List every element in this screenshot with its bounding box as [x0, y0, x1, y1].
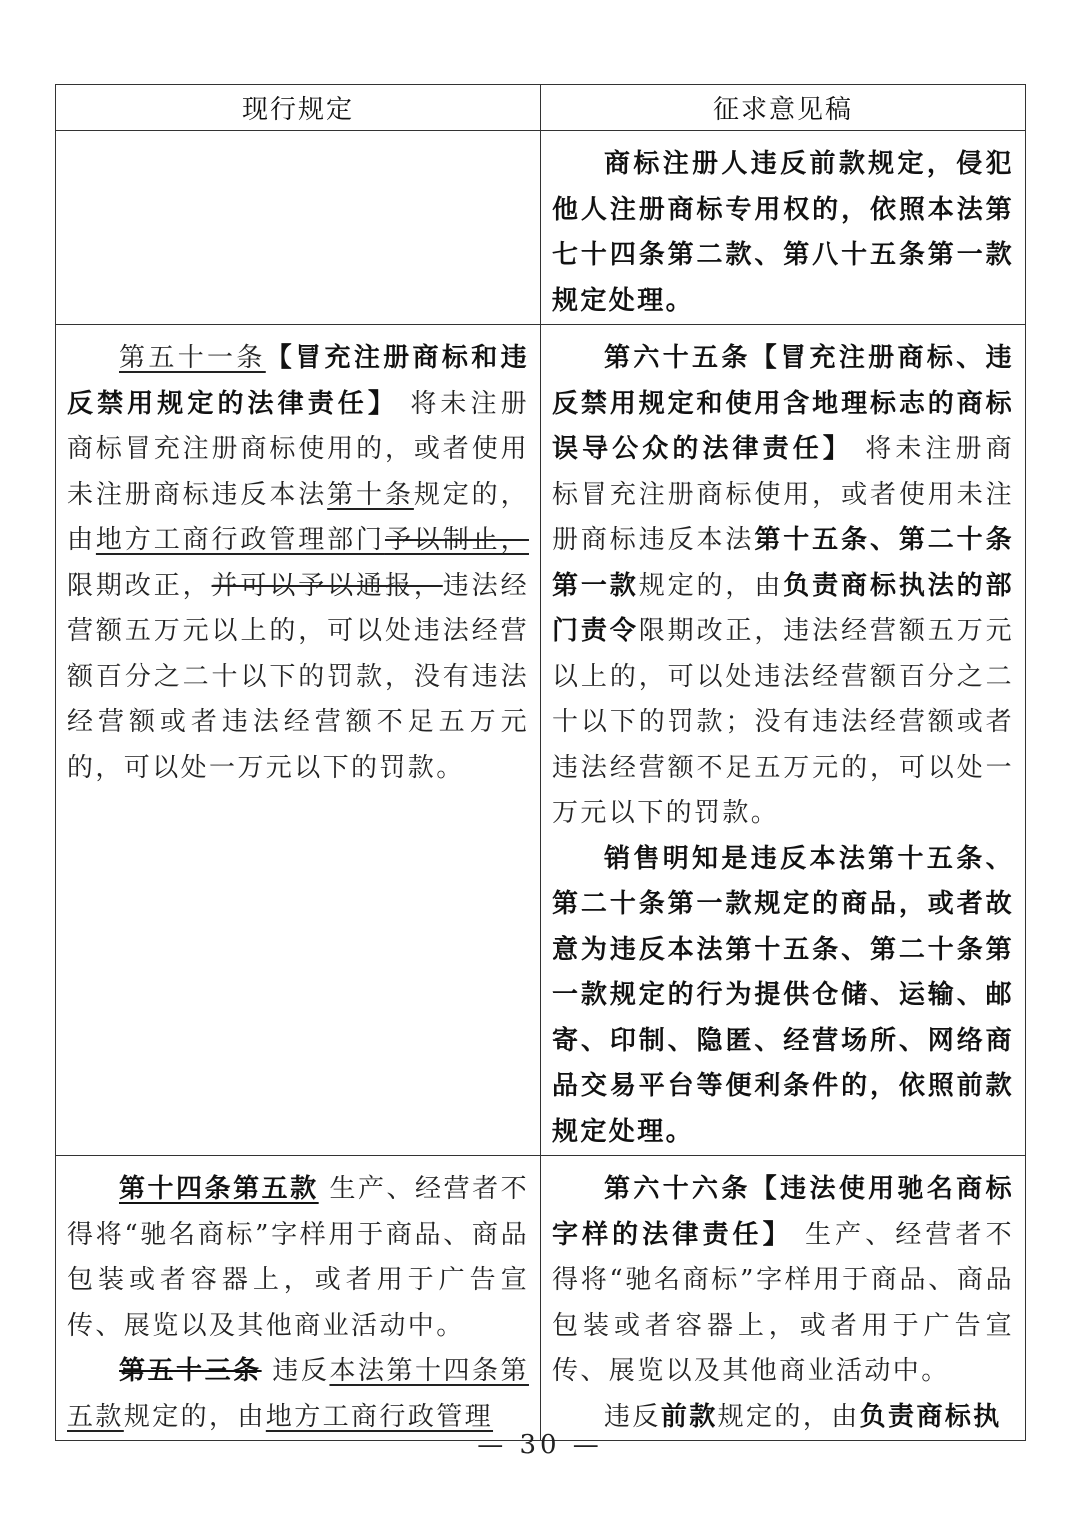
article-number: 第五十一条: [119, 343, 266, 373]
text: 将未注册商标冒充注册商标使用的，或者使用未注册商标违反本法: [67, 388, 530, 510]
reference: 前款: [660, 1401, 718, 1432]
current-article-14: [67, 1167, 529, 1349]
current-article-53: [67, 1349, 529, 1440]
article-title: 【违法使用驰名商标字样的法律责任】: [552, 1174, 1014, 1250]
text: 违法经营额五万元以上的，可以处违法经营额百分之二十以下的罚款，没有违法经营额或者违法经营额不足五万元的，可以处一万元以下的罚款。: [67, 570, 529, 783]
cell-draft: [541, 1156, 1026, 1441]
reference: 第十条: [327, 479, 414, 510]
article-title: 【冒充注册商标、违反禁用规定和使用含地理标志的商标误导公众的法律责任】: [552, 343, 1014, 464]
authority: 负责商标执法的部门责令: [552, 570, 1014, 646]
cell-draft: [541, 325, 1026, 1156]
table-row: [56, 131, 1026, 325]
header-current-rules: 现行规定: [56, 85, 541, 131]
article-title: 【冒充注册商标和违反禁用规定的法律责任】: [67, 343, 529, 419]
reference: 第十五条、第二十条第一款: [552, 525, 1014, 601]
text: 规定的，由: [67, 479, 529, 555]
reference: 本法第十四条第五款: [67, 1356, 529, 1432]
text: 规定的，由: [123, 1401, 266, 1432]
text: 违反: [261, 1356, 330, 1386]
authority: 地方工商行政管理: [265, 1401, 494, 1432]
table-row: [56, 325, 1026, 1156]
cell-draft: [541, 131, 1026, 325]
text: 限期改正，: [67, 570, 212, 601]
current-article-51: [67, 336, 529, 791]
deleted-text: 并可以予以通报，: [211, 570, 443, 601]
draft-paragraph: 销售明知是违反本法第十五条、第二十条第一款规定的商品，或者故意为违反本法第十五条、第二十条第一款规定的行为提供仓储、运输、邮寄、印制、隐匿、经营场所、网络商品交易平台等便利条件的，依照前款规定处理。: [552, 843, 1014, 1147]
text: 限期改正，违法经营额五万元以上的，可以处违法经营额百分之二十以下的罚款；没有违法经营额或者违法经营额不足五万元的，可以处一万元以下的罚款。: [552, 616, 1015, 828]
cell-current: [56, 325, 541, 1156]
text: 规定的，由: [638, 570, 784, 601]
table-header-row: [56, 85, 1026, 131]
text: 规定的，由: [717, 1401, 860, 1432]
deleted-text: 予以制止，: [384, 525, 529, 555]
text: 生产、经营者不得将“驰名商标”字样用于商品、商品包装或者容器上，或者用于广告宣传、展览以及其他商业活动中。: [552, 1219, 1015, 1386]
authority: 负责商标执: [859, 1401, 1002, 1432]
page-number: — 30 —: [477, 1430, 603, 1460]
cell-current: [56, 1156, 541, 1441]
comparison-table: [55, 84, 1026, 1441]
draft-article-66: [552, 1167, 1014, 1395]
article-number: 第六十五条: [604, 343, 751, 373]
draft-paragraph: 商标注册人违反前款规定，侵犯他人注册商标专用权的，依照本法第七十四条第二款、第八十五条第一款规定处理。: [552, 149, 1014, 316]
article-number: 第五十三条: [119, 1356, 262, 1386]
article-number: 第六十六条: [604, 1174, 751, 1204]
table-row: [56, 1156, 1026, 1441]
header-draft: 征求意见稿: [541, 85, 1026, 131]
text: 违反: [604, 1401, 661, 1432]
cell-current-empty: [56, 131, 541, 325]
draft-article-65: [552, 336, 1014, 837]
text: 生产、经营者不得将“驰名商标”字样用于商品、商品包装或者容器上，或者用于广告宣传、展览以及其他商业活动中。: [67, 1174, 529, 1341]
article-number: 第十四条第五款: [119, 1174, 319, 1204]
authority: 地方工商行政管理部门: [95, 525, 385, 555]
text: 将未注册商标冒充注册商标使用，或者使用未注册商标违反本法: [552, 434, 1014, 555]
